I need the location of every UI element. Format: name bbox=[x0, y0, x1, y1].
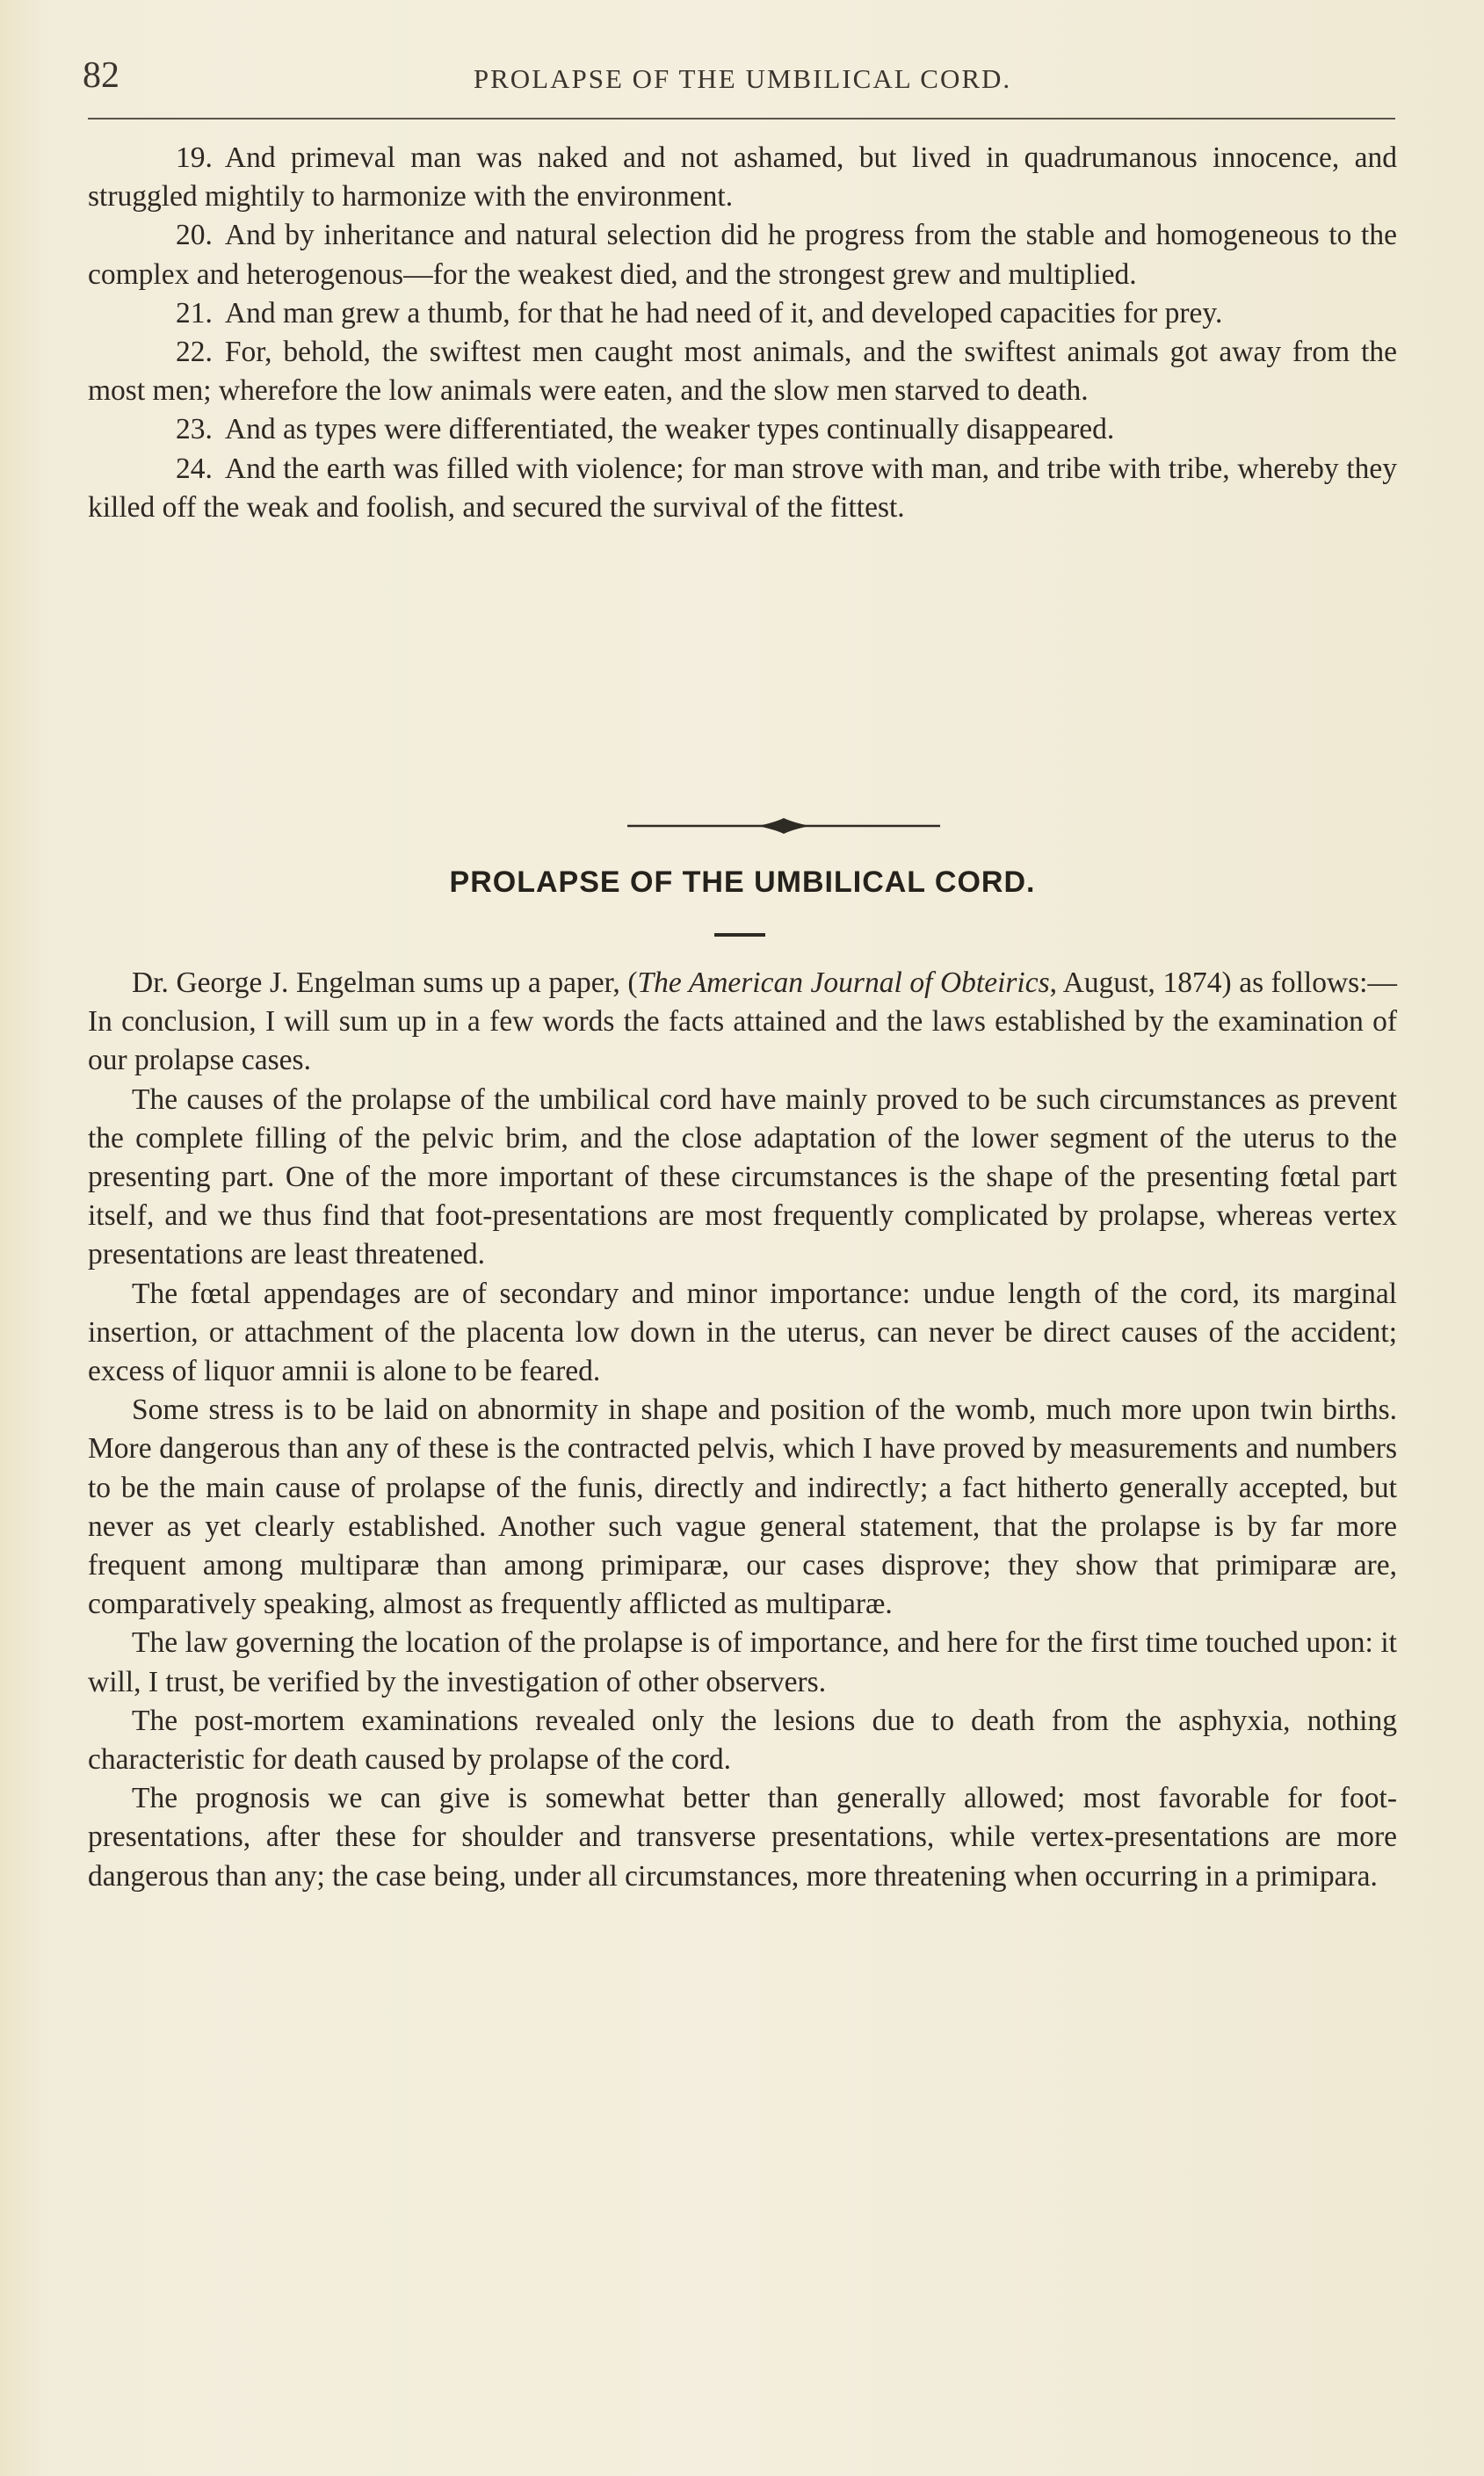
numbered-verses bbox=[88, 139, 1397, 527]
article-paragraph: The law governing the location of the prolapse is of importance, and here for the first time touched upon: it will, I trust, be verified by the investigation of other observers. bbox=[88, 1626, 1397, 1698]
verse-paragraph bbox=[88, 216, 1397, 293]
running-head-title: PROLAPSE OF THE UMBILICAL CORD. bbox=[473, 63, 1012, 94]
verse-number: 19. bbox=[176, 141, 213, 174]
verse-number: 21. bbox=[176, 296, 213, 329]
verse-text: And as types were differentiated, the weaker types continually disappeared. bbox=[224, 413, 1115, 446]
verse-text: And by inheritance and natural selection did he progress from the stable and homogeneous to the complex and heterogenous—for the weakest died, and the strongest grew and multiplied. bbox=[88, 219, 1397, 291]
ornamental-rule-divider bbox=[627, 817, 940, 835]
page-number: 82 bbox=[83, 55, 119, 96]
verse-paragraph bbox=[88, 450, 1397, 527]
article-paragraph: The fœtal appendages are of secondary and minor importance: undue length of the cord, its marginal insertion, or attachment of the placenta low down in the uterus, can never be direct causes of the accident; excess of liquor amnii is alone to be feared. bbox=[88, 1277, 1397, 1388]
header-rule bbox=[88, 118, 1395, 119]
verse-number: 24. bbox=[176, 452, 213, 485]
journal-title: The American Journal of Obteirics bbox=[637, 967, 1050, 999]
section-heading: PROLAPSE OF THE UMBILICAL CORD. bbox=[449, 865, 1036, 899]
verse-text: And primeval man was naked and not ashamed, but lived in quadrumanous innocence, and struggled mightily to harmonize with the environment. bbox=[88, 141, 1397, 214]
article-paragraph: The causes of the prolapse of the umbilical cord have mainly proved to be such circumstances as prevent the complete filling of the pelvic brim, and the close adaptation of the lower segment of the uterus to the presenting part. One of the more important of these circumstances is the shape of the presenting fœtal part itself, and we thus find that foot-presentations are most frequently complicated by prolapse, whereas vertex presentations are least threatened. bbox=[88, 1082, 1397, 1271]
article-intro bbox=[88, 964, 1397, 1081]
verse-number: 22. bbox=[176, 336, 213, 369]
article-paragraph: The post-mortem examinations revealed only the lesions due to death from the asphyxia, nothing characteristic for death caused by prolapse of the cord. bbox=[88, 1704, 1397, 1777]
verse-number: 23. bbox=[176, 413, 213, 446]
intro-text-continued: , August, 1874) as follows:—In conclusion, I will sum up in a few words the facts attained and the laws established by the examination of our prolapse cases. bbox=[88, 967, 1397, 1077]
article-paragraph: Some stress is to be laid on abnormity in shape and position of the womb, much more upon twin births. More dangerous than any of these is the contracted pelvis, which I have proved by measurements and numbers to be the main cause of prolapse of the funis, directly and indirectly; a fact hitherto generally accepted, but never as yet clearly established. Another such vague general statement, that the prolapse is by far more frequent among multiparæ than among primiparæ, our cases disprove; they show that primiparæ are, comparatively speaking, almost as frequently afflicted as multiparæ. bbox=[88, 1394, 1397, 1621]
intro-text: Dr. George J. Engelman sums up a paper, ( bbox=[132, 967, 638, 999]
verse-paragraph bbox=[88, 294, 1397, 333]
verse-text: And the earth was filled with violence; for man strove with man, and tribe with tribe, whereby they killed off the weak and foolish, and secured the survival of the fittest. bbox=[88, 452, 1397, 524]
article-body bbox=[88, 964, 1397, 1896]
running-head bbox=[83, 54, 1397, 107]
article-paragraph: The prognosis we can give is somewhat better than generally allowed; most favorable for foot-presentations, after these for shoulder and transverse presentations, while vertex-presentations are more dangerous than any; the case being, under all circumstances, more threatening when occurring in a primipara. bbox=[88, 1782, 1397, 1893]
verse-paragraph bbox=[88, 410, 1397, 449]
verse-number: 20. bbox=[176, 219, 213, 252]
verse-paragraph bbox=[88, 139, 1397, 216]
verse-text: And man grew a thumb, for that he had need of it, and developed capacities for prey. bbox=[224, 296, 1223, 329]
heading-short-rule bbox=[714, 933, 765, 937]
verse-paragraph bbox=[88, 333, 1397, 410]
verse-text: For, behold, the swiftest men caught most animals, and the swiftest animals got away from the most men; wherefore the low animals were eaten, and the slow men starved to death. bbox=[88, 336, 1397, 408]
